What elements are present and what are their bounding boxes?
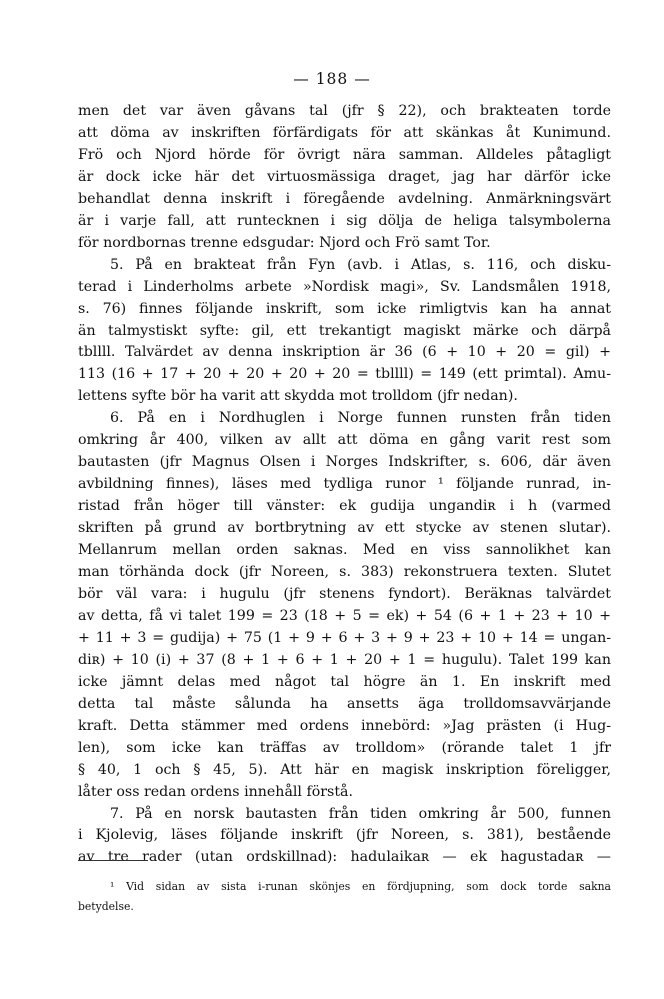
text-line: detta tal måste sålunda ha ansetts äga trolldomsavvärjande [78, 695, 611, 712]
text-line: 5. På en brakteat från Fyn (avb. i Atlas, s. 116, och disku- [110, 256, 611, 273]
text-line: i Kjolevig, läses följande inskrift (jfr Noreen, s. 381), bestående [78, 827, 611, 844]
text-line: men det var även gåvans tal (jfr § 22), och brakteaten torde [78, 103, 611, 119]
footnote-line: betydelse. [78, 899, 134, 913]
text-line: Frö och Njord hörde för övrigt nära samman. Alldeles påtagligt [78, 146, 611, 163]
text-line: bautasten (jfr Magnus Olsen i Norges Indskrifter, s. 606, där även [78, 454, 611, 471]
footnote [78, 877, 611, 916]
text-line: av detta, få vi talet 199 = 23 (18 + 5 = ek) + 54 (6 + 1 + 23 + 10 + [78, 607, 611, 624]
text-line: tbllll. Talvärdet av denna inskription är 36 (6 + 10 + 20 = gil) + [78, 344, 611, 361]
text-line: diʀ) + 10 (i) + 37 (8 + 1 + 6 + 1 + 20 + 1 = hugulu). Talet 199 kan [78, 651, 611, 668]
text-line: avbildning finnes), läses med tydliga runor ¹ följande runrad, in- [78, 476, 611, 493]
text-line: Mellanrum mellan orden saknas. Med en viss sannolikhet kan [78, 542, 611, 559]
text-line: icke jämnt delas med något tal högre än 1. En inskrift med [78, 673, 611, 690]
body-text [78, 101, 611, 869]
text-line: 6. På en i Nordhuglen i Norge funnen runsten från tiden [110, 410, 611, 427]
text-line: skriften på grund av bortbrytning av ett stycke av stenen slutar). [78, 520, 611, 537]
text-line: än talmystiskt syfte: gil, ett trekantigt magiskt märke och därpå [78, 322, 611, 339]
text-line: ristad från höger till vänster: ek gudija ungandiʀ i h (varmed [78, 498, 611, 515]
page-number: — 188 — [293, 70, 371, 88]
text-line: är i varje fall, att runtecknen i sig dölja de heliga talsymbolerna [78, 212, 611, 229]
text-line: bör väl vara: i hugulu (jfr stenens fyndort). Beräknas talvärdet [78, 585, 611, 602]
text-line: låter oss redan ordens innehåll förstå. [78, 783, 354, 800]
text-line: för nordbornas trenne edsgudar: Njord och Frö samt Tor. [78, 234, 491, 251]
footnote-divider [78, 860, 148, 861]
text-line: § 40, 1 och § 45, 5). Att här en magisk inskription föreligger, [78, 761, 611, 778]
text-line: att döma av inskriften förfärdigats för att skänkas åt Kunimund. [78, 124, 611, 141]
text-line: + 11 + 3 = gudija) + 75 (1 + 9 + 6 + 3 + 9 + 23 + 10 + 14 = ungan- [78, 629, 611, 646]
footnote-line: ¹ Vid sidan av sista i-runan skönjes en fördjupning, som dock torde sakna [110, 880, 611, 893]
text-line: s. 76) finnes följande inskrift, som icke rimligtvis kan ha annat [78, 300, 611, 317]
text-line: är dock icke här det virtuosmässiga draget, jag har därför icke [78, 168, 611, 185]
text-line: 113 (16 + 17 + 20 + 20 + 20 + 20 = tbllll) = 149 (ett primtal). Amu- [78, 366, 611, 383]
text-line: av tre rader (utan ordskillnad): hadulaikaʀ — ek hagustadaʀ — [78, 849, 611, 866]
text-line: kraft. Detta stämmer med ordens innebörd: »Jag prästen (i Hug- [78, 717, 611, 734]
text-line: terad i Linderholms arbete »Nordisk magi», Sv. Landsmålen 1918, [78, 278, 611, 295]
text-line: len), som icke kan träffas av trolldom» (rörande talet 1 jfr [78, 739, 611, 756]
text-line: lettens syfte bör ha varit att skydda mot trolldom (jfr nedan). [78, 388, 518, 405]
text-line: behandlat denna inskrift i föregående avdelning. Anmärkningsvärt [78, 190, 611, 207]
text-line: 7. På en norsk bautasten från tiden omkring år 500, funnen [110, 805, 611, 822]
text-line: man törhända dock (jfr Noreen, s. 383) rekonstruera texten. Slutet [78, 564, 611, 581]
text-line: omkring år 400, vilken av allt att döma en gång varit rest som [78, 432, 611, 449]
